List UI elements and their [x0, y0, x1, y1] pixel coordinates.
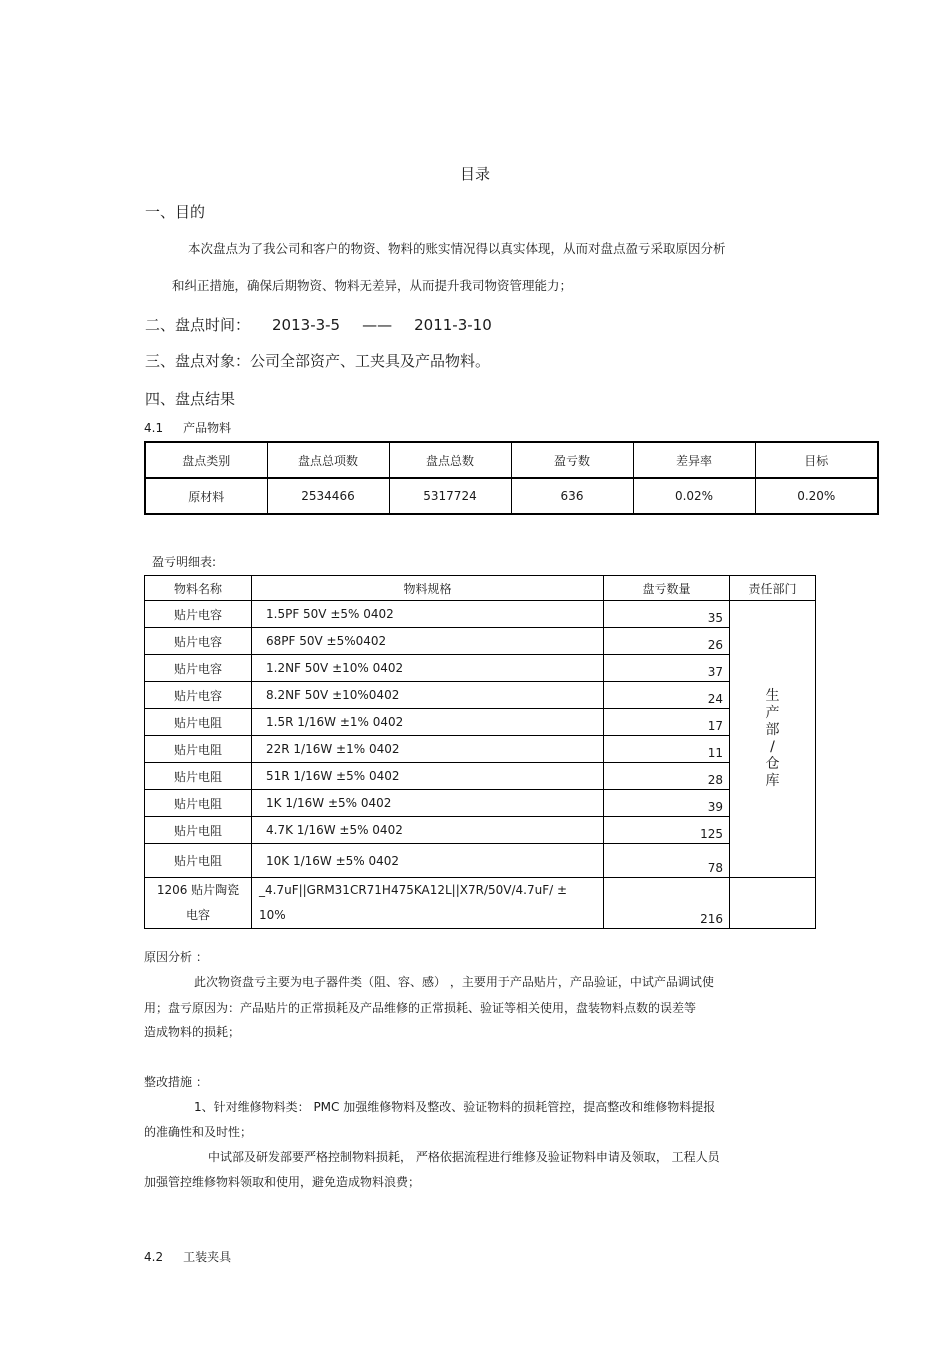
material-spec: 68PF 50V ±5%0402	[252, 628, 604, 655]
material-name-line-2: 电容	[185, 908, 210, 922]
material-name-line-1: 1206 贴片陶瓷	[156, 883, 240, 897]
fix-line-2: 的准确性和及时性；	[144, 1125, 253, 1139]
dept-char: 库	[765, 773, 780, 789]
loss-qty: 125	[604, 817, 730, 844]
section-time	[145, 314, 492, 335]
dept-char: 部	[765, 722, 780, 738]
material-spec-line-2: 10%	[259, 908, 286, 922]
subsection-number: 4.1	[144, 421, 164, 435]
time-from: 2013-3-5	[272, 316, 341, 334]
section-time-heading: 二、盘点时间：	[145, 316, 251, 334]
material-name: 贴片电容	[145, 682, 252, 709]
material-spec: 8.2NF 50V ±10%0402	[252, 682, 604, 709]
detail-header-cell: 盘亏数量	[604, 576, 730, 601]
detail-header-cell: 物料规格	[252, 576, 604, 601]
page-title: 目录	[459, 165, 490, 183]
summary-header-cell: 盘点类别	[145, 442, 267, 478]
detail-header-row	[145, 576, 816, 601]
purpose-line-1: 本次盘点为了我公司和客户的物资、物料的账实情况得以真实体现，从而对盘点盈亏采取原因分析	[188, 241, 726, 256]
material-name: 贴片电容	[145, 655, 252, 682]
material-spec: 1K 1/16W ±5% 0402	[252, 790, 604, 817]
cause-heading: 原因分析 ：	[144, 950, 208, 964]
loss-qty: 37	[604, 655, 730, 682]
fix-line-4: 加强管控维修物料领取和使用，避免造成物料浪费；	[144, 1175, 421, 1189]
table-row	[145, 790, 816, 817]
table-row	[145, 601, 816, 628]
detail-table	[144, 575, 816, 929]
subsection-label: 工装夹具	[183, 1250, 232, 1264]
table-row	[145, 817, 816, 844]
summary-cell: 636	[511, 478, 633, 514]
summary-cell: 0.20%	[755, 478, 878, 514]
purpose-line-2: 和纠正措施，确保后期物资、物料无差异，从而提升我司物资管理能力；	[172, 278, 573, 293]
table-row	[145, 709, 816, 736]
loss-qty: 39	[604, 790, 730, 817]
dept-char: 生	[765, 688, 780, 704]
material-name: 贴片电容	[145, 601, 252, 628]
summary-data-row	[145, 478, 878, 514]
material-name: 贴片电阻	[145, 844, 252, 878]
loss-qty: 28	[604, 763, 730, 790]
detail-header-cell: 责任部门	[730, 576, 816, 601]
material-spec: 1.5R 1/16W ±1% 0402	[252, 709, 604, 736]
detail-header-cell: 物料名称	[145, 576, 252, 601]
loss-qty: 216	[604, 878, 730, 929]
summary-cell: 0.02%	[633, 478, 755, 514]
loss-qty: 11	[604, 736, 730, 763]
time-to: 2011-3-10	[414, 316, 492, 334]
summary-header-row	[145, 442, 878, 478]
detail-caption: 盈亏明细表:	[152, 555, 217, 569]
material-name	[145, 878, 252, 929]
material-spec: 51R 1/16W ±5% 0402	[252, 763, 604, 790]
table-row	[145, 655, 816, 682]
material-name: 贴片电阻	[145, 790, 252, 817]
dept-char: /	[770, 739, 775, 755]
summary-header-cell: 差异率	[633, 442, 755, 478]
table-row	[145, 736, 816, 763]
table-row	[145, 682, 816, 709]
summary-cell: 原材料	[145, 478, 267, 514]
summary-table	[144, 441, 879, 515]
subsection-label: 产品物料	[183, 421, 232, 435]
summary-header-cell: 盘点总项数	[267, 442, 389, 478]
table-row	[145, 878, 816, 929]
section-scope-heading: 三、盘点对象：公司全部资产、工夹具及产品物料。	[145, 352, 491, 370]
cause-line-2: 用；盘亏原因为：产品贴片的正常损耗及产品维修的正常损耗、验证等相关使用，盘装物料点数的误差等	[144, 1001, 697, 1015]
subsection-4-2	[144, 1248, 231, 1265]
material-name: 贴片电容	[145, 628, 252, 655]
table-row	[145, 628, 816, 655]
loss-qty: 17	[604, 709, 730, 736]
cause-line-3: 造成物料的损耗；	[144, 1025, 241, 1039]
subsection-4-1	[144, 419, 231, 436]
material-spec: 1.2NF 50V ±10% 0402	[252, 655, 604, 682]
material-spec: 1.5PF 50V ±5% 0402	[252, 601, 604, 628]
material-name: 贴片电阻	[145, 736, 252, 763]
material-spec: 10K 1/16W ±5% 0402	[252, 844, 604, 878]
material-name: 贴片电阻	[145, 763, 252, 790]
summary-header-cell: 盈亏数	[511, 442, 633, 478]
summary-cell: 5317724	[389, 478, 511, 514]
fix-heading: 整改措施 ：	[144, 1075, 208, 1089]
section-purpose-heading: 一、目的	[145, 203, 206, 221]
loss-qty: 24	[604, 682, 730, 709]
fix-line-1: 1、针对维修物料类： PMC 加强维修物料及整改、验证物料的损耗管控，提高整改和维修物料提报	[194, 1100, 716, 1114]
loss-qty: 35	[604, 601, 730, 628]
material-spec: 4.7K 1/16W ±5% 0402	[252, 817, 604, 844]
material-name: 贴片电阻	[145, 709, 252, 736]
material-spec-line-1: _4.7uF||GRM31CR71H475KA12L||X7R/50V/4.7uF/ ±	[259, 883, 568, 897]
loss-qty: 26	[604, 628, 730, 655]
section-result-heading: 四、盘点结果	[145, 390, 236, 408]
dept-char: 仓	[765, 756, 780, 772]
summary-header-cell: 盘点总数	[389, 442, 511, 478]
cause-line-1: 此次物资盘亏主要为电子器件类（阻、容、感） ，主要用于产品贴片，产品验证，中试产品调试使	[194, 975, 714, 989]
summary-header-cell: 目标	[755, 442, 878, 478]
table-row	[145, 844, 816, 878]
material-spec: 22R 1/16W ±1% 0402	[252, 736, 604, 763]
empty-dept-cell	[730, 878, 816, 929]
material-name: 贴片电阻	[145, 817, 252, 844]
responsible-dept	[730, 601, 816, 878]
subsection-number: 4.2	[144, 1250, 164, 1264]
fix-line-3: 中试部及研发部要严格控制物料损耗， 严格依据流程进行维修及验证物料申请及领取， 工程人员	[208, 1150, 720, 1164]
material-spec	[252, 878, 604, 929]
summary-cell: 2534466	[267, 478, 389, 514]
dept-char: 产	[765, 705, 780, 721]
loss-qty: 78	[604, 844, 730, 878]
time-dash: ——	[362, 316, 393, 334]
table-row	[145, 763, 816, 790]
